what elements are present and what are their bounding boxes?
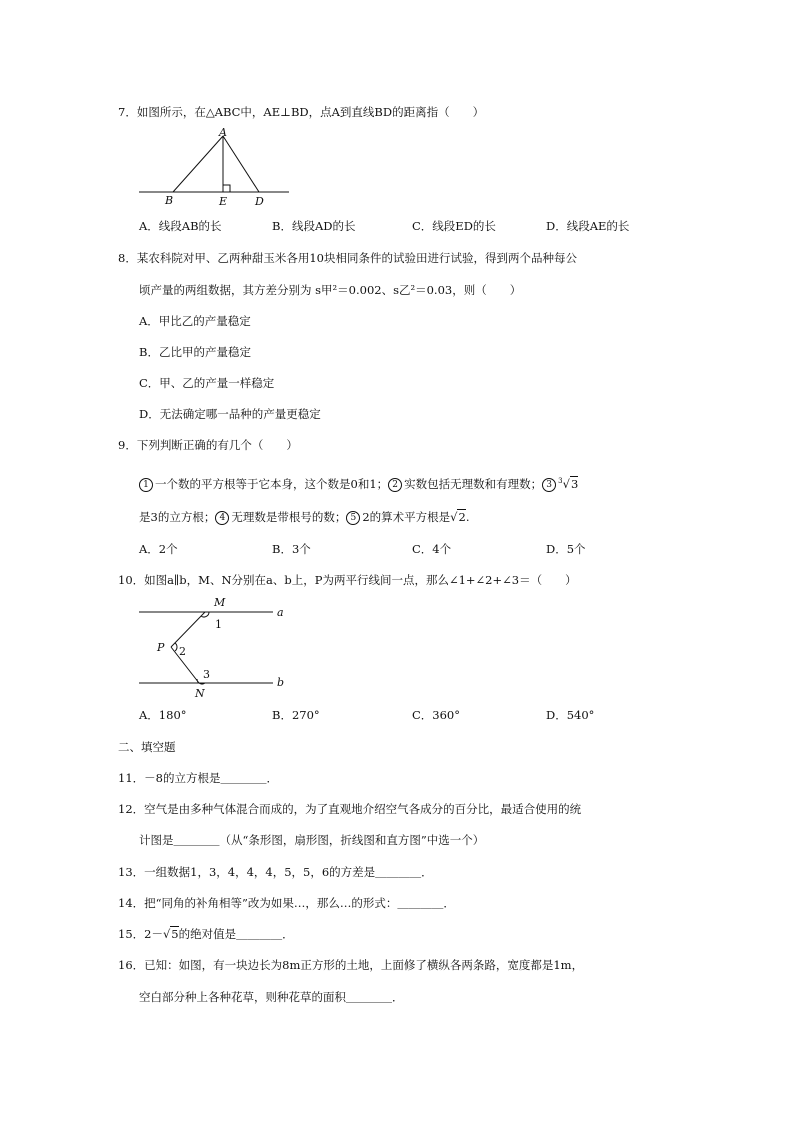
q10-option-c: C．360° <box>412 708 460 722</box>
q7-option-d: D．线段AE的长 <box>546 219 630 233</box>
q8-stem-line2: 顷产量的两组数据，其方差分别为 s甲²＝0.002、s乙²＝0.03，则（ ） <box>139 283 522 297</box>
circled-1: 1 <box>139 478 153 492</box>
circled-4: 4 <box>215 511 229 525</box>
q8-stem-line1: 8．某农科院对甲、乙两种甜玉米各用10块相同条件的试验田进行试验，得到两个品种每公 <box>118 251 577 265</box>
q10-figure <box>135 592 295 702</box>
q10-label-p: P <box>157 641 165 654</box>
q9-statements-line1: 1 一个数的平方根等于它本身，这个数是0和1； 2 实数包括无理数和有理数； 3 $^3$√3 <box>139 473 578 492</box>
section-heading-fill-in: 二、填空题 <box>118 740 176 754</box>
q12-line2: 计图是＿＿＿＿（从“条形图，扇形图，折线图和直方图”中选一个） <box>139 833 485 847</box>
circled-5: 5 <box>346 511 360 525</box>
q10-label-m: M <box>214 596 226 609</box>
q10-label-a: a <box>277 606 284 619</box>
q9-stem: 9．下列判断正确的有几个（ ） <box>118 438 298 452</box>
q10-angle-3: 3 <box>203 668 210 681</box>
q9-period: . <box>465 510 470 524</box>
circled-3: 3 <box>542 478 556 492</box>
q15: 15．2－√5的绝对值是＿＿＿＿． <box>118 927 294 941</box>
q8-option-b: B．乙比甲的产量稳定 <box>139 345 251 359</box>
q7-option-b: B．线段AD的长 <box>272 219 356 233</box>
q9-cube-root-index: 3 <box>558 477 563 485</box>
q9-statements-line2: 是3的立方根； 4 无理数是带根号的数； 5 2的算术平方根是√2. <box>139 510 470 524</box>
q9-cube-root-radicand: 3 <box>570 476 579 491</box>
q10-option-a: A．180° <box>139 708 187 722</box>
q9-statement-2: 实数包括无理数和有理数； <box>404 476 543 491</box>
q11: 11．－8的立方根是＿＿＿＿． <box>118 771 278 785</box>
q9-sqrt-radicand: 2 <box>458 510 466 524</box>
q9-statement-5: 2的算术平方根是 <box>362 510 451 524</box>
q9-option-c: C．4个 <box>412 542 452 556</box>
q10-option-d: D．540° <box>546 708 595 722</box>
q9-option-b: B．3个 <box>272 542 311 556</box>
q10-label-b: b <box>277 676 285 689</box>
q15-suffix: 的绝对值是＿＿＿＿． <box>178 927 294 941</box>
q9-statement-3-end: 是3的立方根； <box>139 510 216 524</box>
q9-option-d: D．5个 <box>546 542 586 556</box>
q7-option-a: A．线段AB的长 <box>139 219 222 233</box>
q9-statement-4: 无理数是带根号的数； <box>231 510 347 524</box>
q10-option-b: B．270° <box>272 708 320 722</box>
q8-option-a: A．甲比乙的产量稳定 <box>139 314 251 328</box>
q12-line1: 12．空气是由多种气体混合而成的，为了直观地介绍空气各成分的百分比，最适合使用的统 <box>118 802 582 816</box>
q14: 14．把“同角的补角相等”改为如果…，那么…的形式：＿＿＿＿． <box>118 896 455 910</box>
q7-label-d: D <box>255 195 264 208</box>
q15-prefix: 15．2－ <box>118 927 163 941</box>
q7-option-c: C．线段ED的长 <box>412 219 496 233</box>
q7-label-b: B <box>165 194 174 207</box>
q16-line1: 16．已知：如图，有一块边长为8m正方形的土地，上面修了横纵各两条路，宽度都是1m， <box>118 958 584 972</box>
q13: 13．一组数据1，3，4，4，4，5，5，6的方差是＿＿＿＿． <box>118 865 433 879</box>
q8-option-d: D．无法确定哪一品种的产量更稳定 <box>139 407 321 421</box>
q7-figure <box>135 126 295 208</box>
q10-angle-1: 1 <box>215 618 222 631</box>
q16-line2: 空白部分种上各种花草，则种花草的面积＿＿＿＿． <box>139 990 404 1004</box>
q7-label-a: A <box>219 126 227 139</box>
q10-label-n: N <box>195 687 205 700</box>
q15-sqrt-radicand: 5 <box>171 927 179 941</box>
circled-2: 2 <box>388 478 402 492</box>
q9-option-a: A．2个 <box>139 542 178 556</box>
q9-statement-1: 一个数的平方根等于它本身，这个数是0和1； <box>155 476 389 491</box>
q10-angle-2: 2 <box>179 645 186 658</box>
q10-stem: 10．如图a∥b，M、N分别在a、b上，P为两平行线间一点，那么∠1+∠2+∠3＝（ ） <box>118 573 577 587</box>
q7-label-e: E <box>219 195 228 208</box>
q8-option-c: C．甲、乙的产量一样稳定 <box>139 376 275 390</box>
q7-stem: 7．如图所示，在△ABC中，AE⊥BD，点A到直线BD的距离指（ ） <box>118 105 485 119</box>
